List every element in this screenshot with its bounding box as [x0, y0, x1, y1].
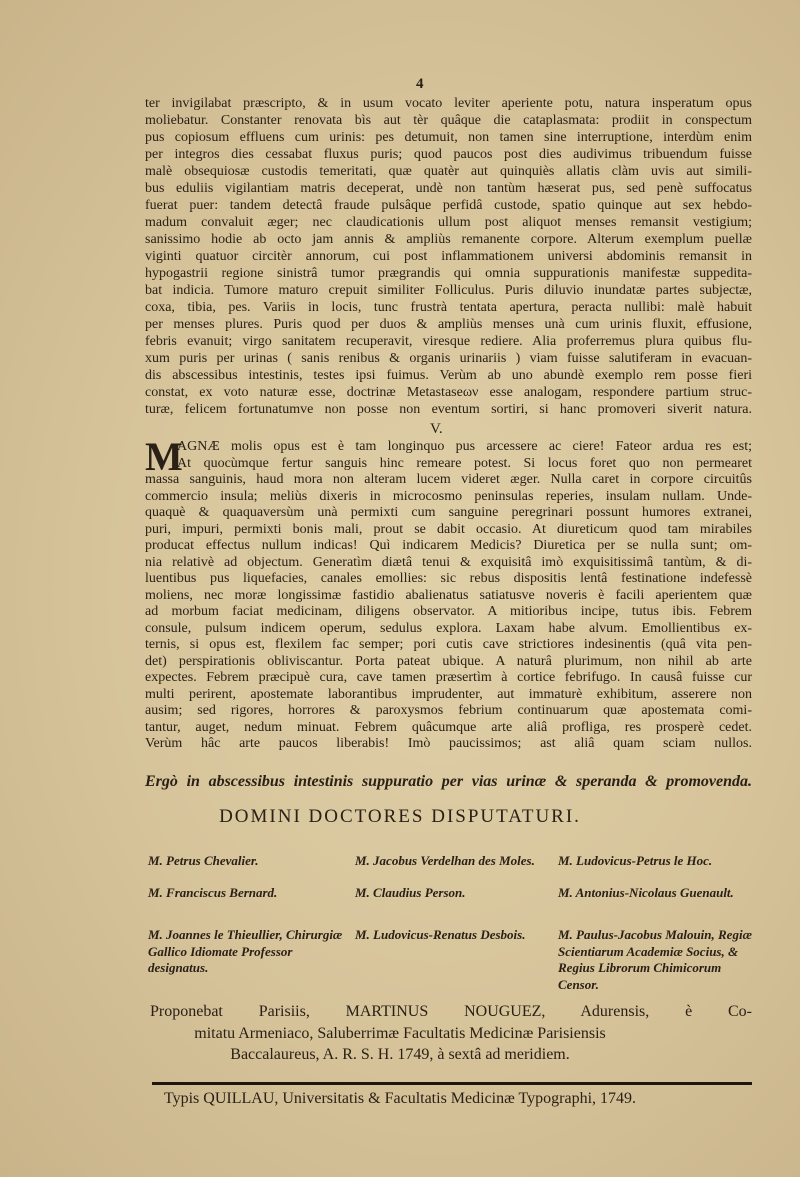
text-line: tantur, auget, nedum minuat. Febrem quâcumque arte aliâ profliga, res prosperè cedet.: [145, 719, 752, 735]
text-line: ausim; sed rigores, horrores & paroxysmos febrium continuarum quæ apostemata comi-: [145, 703, 752, 718]
text-line: expectes. Febrem præcipuè cura, cave tamen præsertìm à cortice febrifugo. In causâ fuisse cur: [145, 670, 752, 685]
text-line: febris evanuit; virgo sanitatem recuperavit, viresque rediere. Alia proferremus plura quibus flu-: [145, 334, 752, 349]
proponent-line: mitatu Armeniaco, Saluberrimæ Facultatis Medicinæ Parisiensis: [194, 1025, 606, 1042]
text-line: luentibus pus liquefacies, canales emollies: sic rebus dispositis lentâ festinatione indefessè: [145, 571, 752, 586]
doctor-name: M. Claudius Person.: [355, 885, 466, 900]
text-line: moliens, nec moræ longissimæ fastidio abalienatus satiatusve noveris è facili aperientem quæ: [145, 587, 752, 603]
text-line: dis abscessibus intestinis, testes ipsi fuimus. Verùm ab uno abundè exemplo rem posse fieri: [145, 368, 752, 383]
text-line: multi perirent, apostemate laborantibus imprudenter, aut immaturè exhibitum, asserere non: [145, 686, 752, 702]
text-line: nia relativè ad objectum. Generatìm diætâ tenui & exquisitâ imò exquisitissimâ tantùm, & di-: [145, 554, 752, 570]
text-line: AGNÆ molis opus est è tam longinquo pus arcessere ac ciere! Fateor ardua res est;: [177, 439, 752, 454]
text-line: ad morbum faciat medicinam, diligens observator. A mitioribus incipe, tutus ibis. Febrem: [145, 604, 752, 619]
text-line: bus eduliis vigilantiam matris deceperat, undè non tantùm hæserat pus, sed penè suffocatus: [145, 181, 752, 196]
text-line: Verùm hâc arte paucos liberabis! Imò paucissimos; ast aliâ quam sciam nullos.: [145, 736, 752, 751]
text-line: quaquè & quaquaversùm unà permixti cum sanguine peregrinari possunt humores extranei,: [145, 505, 752, 520]
drop-cap: M: [145, 434, 183, 479]
doctor-name: M. Ludovicus-Renatus Desbois.: [355, 927, 526, 942]
text-line: puri, impuri, permixti bonis mali, prout se dabit occasio. At diureticum quod tam mirabiles: [145, 521, 752, 537]
page-number: 4: [416, 76, 424, 92]
text-line: per menses plures. Puris quod per duos & ampliùs menses unà cum urinis fluxit, effusione,: [145, 317, 752, 332]
doctor-name: M. Petrus Chevalier.: [148, 853, 259, 868]
doctor-name: M. Franciscus Bernard.: [148, 885, 278, 900]
text-line: sanissimo hodie ab octo jam annis & ampliùs remanente corpore. Alterum exemplum puellæ: [145, 232, 752, 247]
text-line: hypogastrii regione sinistrâ tumor prægrandis qui omnia suppurationis manifestæ suppedita-: [145, 266, 752, 281]
divider-rule: [152, 1082, 752, 1085]
section-number: V.: [430, 421, 443, 437]
text-line: constat, ex voto naturæ esse, doctrinæ Metastaseων esse analogam, respondere partium struc-: [145, 385, 752, 400]
doctors-heading: DOMINI DOCTORES DISPUTATURI.: [219, 806, 581, 827]
text-line: commercio insula; meliùs dixeris in microcosmo peninsulas reperies, insulam nullam. Unde-: [145, 488, 752, 504]
proponent-line: Proponebat Parisiis, MARTINUS NOUGUEZ, Adurensis, è Co-: [150, 1003, 752, 1020]
text-line: turæ, felicem fortunatumve non posse non eventum sortiri, si hanc promoveri siverit natura.: [145, 402, 752, 417]
text-line: producat effectus nullum indicas! Quì indicarem Medicis? Diuretica per se nulla sunt; om-: [145, 538, 752, 553]
section-5-paragraph: [145, 434, 752, 753]
doctor-name: M. Paulus-Jacobus Malouin, Regiæ Scientiarum Academiæ Socius, & Regius Librorum Chimicorum Censor.: [558, 927, 752, 992]
text-line: moliebatur. Constanter renovata bìs aut tèr quâque die cataplasmata: prodiit in conspectum: [145, 113, 752, 128]
text-line: pus copiosum effluens cum urinis: pes detumuit, non tamen sine interruptione, interdùm enim: [145, 130, 752, 145]
proponent-line: Baccalaureus, A. R. S. H. 1749, à sextâ ad meridiem.: [230, 1046, 570, 1063]
text-line: per integros dies cessabat fluxus puris; quod paucos post dies audivimus tribuendum fuisse: [145, 147, 752, 162]
doctor-name: M. Joannes le Thieullier, Chirurgiæ Gallico Idiomate Professor designatus.: [148, 927, 343, 975]
text-line: malè obsequiosæ custodis temeritati, quæ quatèr aut quinquiès allatis clàm uvis aut simili-: [145, 164, 752, 179]
text-line: fuerat puer: tandem detectâ fraude pulsâque perfidâ custode, spatio quinque aut sex hebdo-: [145, 198, 752, 213]
text-line: consule, pulsum indicem operum, sedulus explora. Laxam habe alvum. Emollientibus ex-: [145, 620, 752, 636]
doctor-name: M. Antonius-Nicolaus Guenault.: [558, 885, 734, 900]
text-line: bat indicia. Tumore maturo crepuit similiter Folliculus. Puris diluvio inundatæ partes subjectæ,: [145, 283, 752, 298]
doctor-name: M. Ludovicus-Petrus le Hoc.: [558, 853, 713, 868]
text-line: viginti quatuor circitèr annorum, cui post inflammationem universi abdominis remansit in: [145, 249, 752, 264]
text-line: At quocùmque fertur sanguis hinc remeare potest. Si locus foret quo non permearet: [177, 455, 752, 471]
thesis-conclusion: Ergò in abscessibus intestinis suppuratio per vias urinæ & speranda & promovenda.: [145, 773, 752, 790]
text-line: madum convaluit æger; nec claudicationis ullum post aliquot menses remansit vestigium;: [145, 215, 752, 230]
printer-imprint: Typis QUILLAU, Universitatis & Facultatis Medicinæ Typographi, 1749.: [163, 1090, 637, 1107]
doctor-name: M. Jacobus Verdelhan des Moles.: [355, 853, 535, 868]
text-line: xum puris per urinas ( sanis renibus & organis urinariis ) viam fuisse salutiferam in evacuan-: [145, 351, 752, 366]
section-4-paragraph: [145, 95, 752, 418]
text-line: massa sanguinis, haud mora non alteram lucem videret æger. Nulla caret in corpore circuitûs: [145, 472, 752, 487]
text-line: ter invigilabat præscripto, & in usum vocato leviter aperiente potu, natura insperatum opus: [145, 96, 752, 111]
text-line: ternis, si opus est, flexilem fac semper; pori cutis cave strictiores indesinentis (quâ vita pen-: [145, 637, 752, 652]
text-line: coxa, tibia, pes. Variis in locis, tunc frustrà tentata apertura, peracta nullibi: malè habuit: [145, 300, 752, 315]
text-line: det) perspirationis obliviscantur. Porta pateat ubique. A naturâ plurimum, non nihil ab arte: [145, 653, 752, 669]
